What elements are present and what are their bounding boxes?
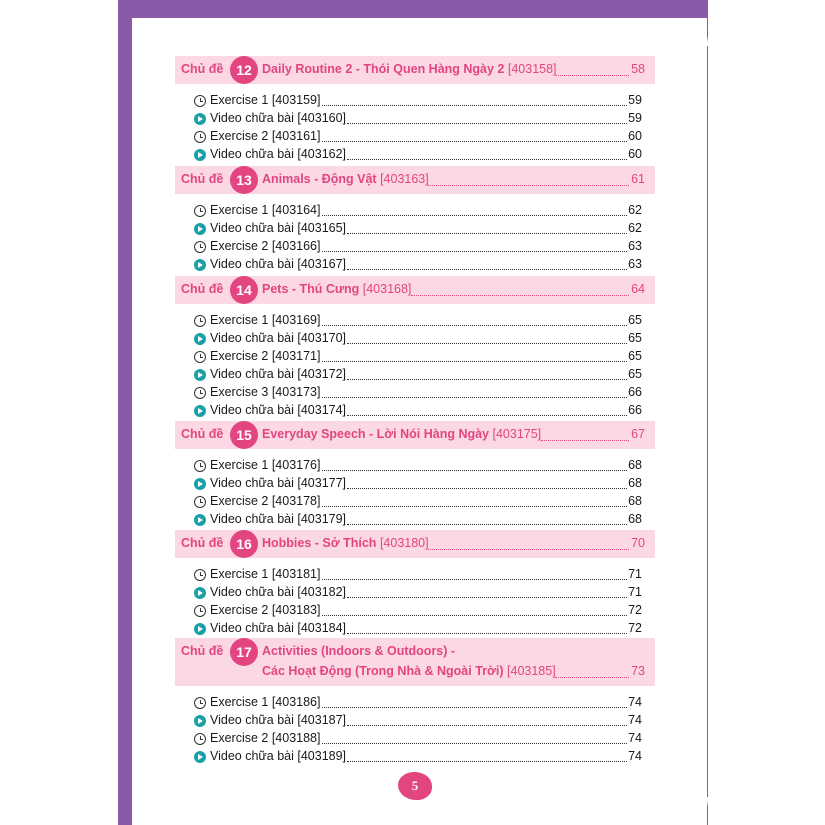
chapter-title-text: Animals - Động Vật: [262, 172, 377, 186]
play-icon: [194, 514, 206, 526]
list-item[interactable]: [194, 128, 642, 146]
chapter-header[interactable]: [175, 56, 655, 84]
play-icon: [194, 587, 206, 599]
chapter-code: [403163]: [380, 172, 429, 186]
clock-icon: [194, 351, 206, 363]
chapter-number-badge: 15: [230, 421, 258, 449]
chapter-code: [403185]: [507, 664, 556, 678]
frame-left: [118, 0, 132, 825]
chapter-header[interactable]: [175, 530, 655, 558]
leader-dots: [322, 105, 628, 106]
leader-dots: [347, 633, 627, 634]
chapter-page-number: 64: [631, 282, 645, 296]
clock-icon: [194, 605, 206, 617]
list-item[interactable]: [194, 92, 642, 110]
play-icon: [194, 223, 206, 235]
list-item[interactable]: [194, 712, 642, 730]
chapter-label: Chủ đề: [181, 282, 224, 296]
list-item[interactable]: [194, 384, 642, 402]
chapter-page-number: 67: [631, 427, 645, 441]
list-item-page: 74: [628, 695, 642, 709]
list-item[interactable]: [194, 620, 642, 638]
list-item-label: Exercise 1 [403164]: [210, 203, 321, 217]
leader-dots: [322, 707, 628, 708]
list-item[interactable]: [194, 238, 642, 256]
list-item[interactable]: [194, 694, 642, 712]
list-item-label: Video chữa bài [403172]: [210, 367, 347, 381]
chapter-title: [262, 664, 556, 678]
list-item-page: 60: [628, 147, 642, 161]
chapter-header[interactable]: [175, 166, 655, 194]
play-icon: [194, 715, 206, 727]
list-item-label: Exercise 2 [403183]: [210, 603, 321, 617]
chapter-title: [262, 172, 429, 186]
list-item[interactable]: [194, 457, 642, 475]
play-icon: [194, 369, 206, 381]
list-item-page: 59: [628, 93, 642, 107]
list-item-page: 59: [628, 111, 642, 125]
chapter-page-number: 58: [631, 62, 645, 76]
chapter-leader-dots: [428, 549, 629, 550]
chapter-header[interactable]: [175, 421, 655, 449]
chapter-label: Chủ đề: [181, 427, 224, 441]
chapter-page-number: 61: [631, 172, 645, 186]
chapter-number-badge: 14: [230, 276, 258, 304]
list-item[interactable]: [194, 110, 642, 128]
chapter-label: Chủ đề: [181, 62, 224, 76]
list-item[interactable]: [194, 366, 642, 384]
list-item[interactable]: [194, 312, 642, 330]
list-item-label: Exercise 1 [403169]: [210, 313, 321, 327]
list-item-label: Video chữa bài [403165]: [210, 221, 347, 235]
list-item-label: Video chữa bài [403177]: [210, 476, 347, 490]
leader-dots: [347, 379, 627, 380]
chapter-number-badge: 13: [230, 166, 258, 194]
list-item-label: Video chữa bài [403189]: [210, 749, 347, 763]
chapter-page-number: 70: [631, 536, 645, 550]
chapter-number-badge: 17: [230, 638, 258, 666]
list-item-page: 72: [628, 621, 642, 635]
clock-icon: [194, 205, 206, 217]
leader-dots: [347, 233, 627, 234]
list-item-label: Video chữa bài [403162]: [210, 147, 347, 161]
list-item-label: Exercise 2 [403161]: [210, 129, 321, 143]
list-item-label: Exercise 1 [403159]: [210, 93, 321, 107]
play-icon: [194, 405, 206, 417]
clock-icon: [194, 241, 206, 253]
list-item[interactable]: [194, 602, 642, 620]
clock-icon: [194, 95, 206, 107]
chapter-title: Activities (Indoors & Outdoors) -: [262, 644, 456, 658]
list-item-label: Video chữa bài [403187]: [210, 713, 347, 727]
clock-icon: [194, 496, 206, 508]
list-item-page: 65: [628, 349, 642, 363]
leader-dots: [347, 123, 627, 124]
chapter-number-badge: 12: [230, 56, 258, 84]
chapter-leader-dots: [411, 295, 629, 296]
chapter-title: [262, 282, 411, 296]
leader-dots: [347, 524, 627, 525]
play-icon: [194, 259, 206, 271]
play-icon: [194, 751, 206, 763]
leader-dots: [347, 488, 627, 489]
chapter-title: [262, 536, 429, 550]
list-item-page: 66: [628, 403, 642, 417]
chapter-label: Chủ đề: [181, 644, 224, 658]
chapter-title-line2: Các Hoạt Động (Trong Nhà & Ngoài Trời): [262, 664, 504, 678]
list-item[interactable]: [194, 146, 642, 164]
clock-icon: [194, 131, 206, 143]
leader-dots: [347, 343, 627, 344]
list-item-page: 72: [628, 603, 642, 617]
leader-dots: [322, 506, 628, 507]
list-item-label: Exercise 2 [403171]: [210, 349, 321, 363]
leader-dots: [347, 761, 627, 762]
list-item-label: Video chữa bài [403160]: [210, 111, 347, 125]
chapter-code: [403180]: [379, 536, 429, 550]
clock-icon: [194, 387, 206, 399]
list-item-page: 66: [628, 385, 642, 399]
chapter-header[interactable]: [175, 276, 655, 304]
page-number-badge: 5: [398, 772, 432, 800]
list-item[interactable]: [194, 493, 642, 511]
leader-dots: [322, 743, 628, 744]
chapter-leader-dots: [541, 440, 629, 441]
list-item-page: 62: [628, 203, 642, 217]
leader-dots: [322, 470, 628, 471]
leader-dots: [322, 251, 628, 252]
list-item-page: 60: [628, 129, 642, 143]
chapter-title-text: Pets - Thú Cưng: [262, 282, 360, 296]
clock-icon: [194, 315, 206, 327]
list-item-page: 74: [628, 713, 642, 727]
chapter-leader-dots: [556, 75, 629, 76]
list-item[interactable]: [194, 202, 642, 220]
leader-dots: [347, 597, 627, 598]
list-item[interactable]: [194, 475, 642, 493]
play-icon: [194, 113, 206, 125]
list-item-label: Exercise 1 [403176]: [210, 458, 321, 472]
list-item-label: Exercise 2 [403178]: [210, 494, 321, 508]
leader-dots: [322, 397, 628, 398]
list-item-page: 68: [628, 512, 642, 526]
list-item-label: Video chữa bài [403167]: [210, 257, 347, 271]
clock-icon: [194, 733, 206, 745]
list-item[interactable]: [194, 348, 642, 366]
clock-icon: [194, 569, 206, 581]
list-item[interactable]: [194, 748, 642, 766]
chapter-code: [403168]: [362, 282, 412, 296]
list-item-page: 74: [628, 731, 642, 745]
list-item-page: 62: [628, 221, 642, 235]
chapter-page-number: 73: [631, 664, 645, 678]
list-item-page: 63: [628, 239, 642, 253]
list-item[interactable]: [194, 256, 642, 274]
list-item-label: Exercise 2 [403188]: [210, 731, 321, 745]
chapter-number-badge: 16: [230, 530, 258, 558]
leader-dots: [322, 215, 628, 216]
list-item-page: 68: [628, 458, 642, 472]
leader-dots: [322, 579, 628, 580]
play-icon: [194, 149, 206, 161]
list-item-page: 68: [628, 476, 642, 490]
list-item-page: 65: [628, 367, 642, 381]
chapter-title: [262, 62, 557, 76]
list-item[interactable]: [194, 330, 642, 348]
list-item-label: Exercise 1 [403181]: [210, 567, 321, 581]
chapter-code: [403158]: [507, 62, 557, 76]
list-item-label: Video chữa bài [403184]: [210, 621, 347, 635]
list-item-label: Exercise 3 [403173]: [210, 385, 321, 399]
chapter-label: Chủ đề: [181, 172, 224, 186]
list-item-page: 74: [628, 749, 642, 763]
clock-icon: [194, 697, 206, 709]
leader-dots: [322, 325, 628, 326]
list-item-page: 71: [628, 585, 642, 599]
list-item[interactable]: [194, 220, 642, 238]
list-item-page: 65: [628, 331, 642, 345]
leader-dots: [347, 725, 627, 726]
chapter-title: [262, 427, 541, 441]
leader-dots: [322, 615, 628, 616]
list-item-page: 63: [628, 257, 642, 271]
chapter-header[interactable]: [175, 638, 655, 686]
chapter-leader-dots: [555, 677, 629, 678]
list-item[interactable]: [194, 730, 642, 748]
list-item-label: Exercise 2 [403166]: [210, 239, 321, 253]
chapter-code: [403175]: [492, 427, 542, 441]
leader-dots: [322, 141, 628, 142]
list-item[interactable]: [194, 511, 642, 529]
list-item-page: 68: [628, 494, 642, 508]
leader-dots: [347, 269, 627, 270]
play-icon: [194, 333, 206, 345]
list-item[interactable]: [194, 402, 642, 420]
chapter-title-text: Everyday Speech - Lời Nói Hàng Ngày: [262, 427, 490, 441]
list-item[interactable]: [194, 584, 642, 602]
list-item[interactable]: [194, 566, 642, 584]
list-item-label: Video chữa bài [403179]: [210, 512, 347, 526]
play-icon: [194, 478, 206, 490]
play-icon: [194, 623, 206, 635]
list-item-label: Video chữa bài [403182]: [210, 585, 347, 599]
list-item-label: Video chữa bài [403174]: [210, 403, 347, 417]
chapter-title-text: Daily Routine 2 - Thói Quen Hàng Ngày 2: [262, 62, 505, 76]
frame-top: [118, 0, 708, 18]
list-item-label: Video chữa bài [403170]: [210, 331, 347, 345]
leader-dots: [347, 159, 627, 160]
chapter-label: Chủ đề: [181, 536, 224, 550]
chapter-title-text: Hobbies - Sở Thích: [262, 536, 377, 550]
leader-dots: [322, 361, 628, 362]
clock-icon: [194, 460, 206, 472]
list-item-page: 65: [628, 313, 642, 327]
list-item-label: Exercise 1 [403186]: [210, 695, 321, 709]
leader-dots: [347, 415, 627, 416]
chapter-leader-dots: [428, 185, 629, 186]
list-item-page: 71: [628, 567, 642, 581]
